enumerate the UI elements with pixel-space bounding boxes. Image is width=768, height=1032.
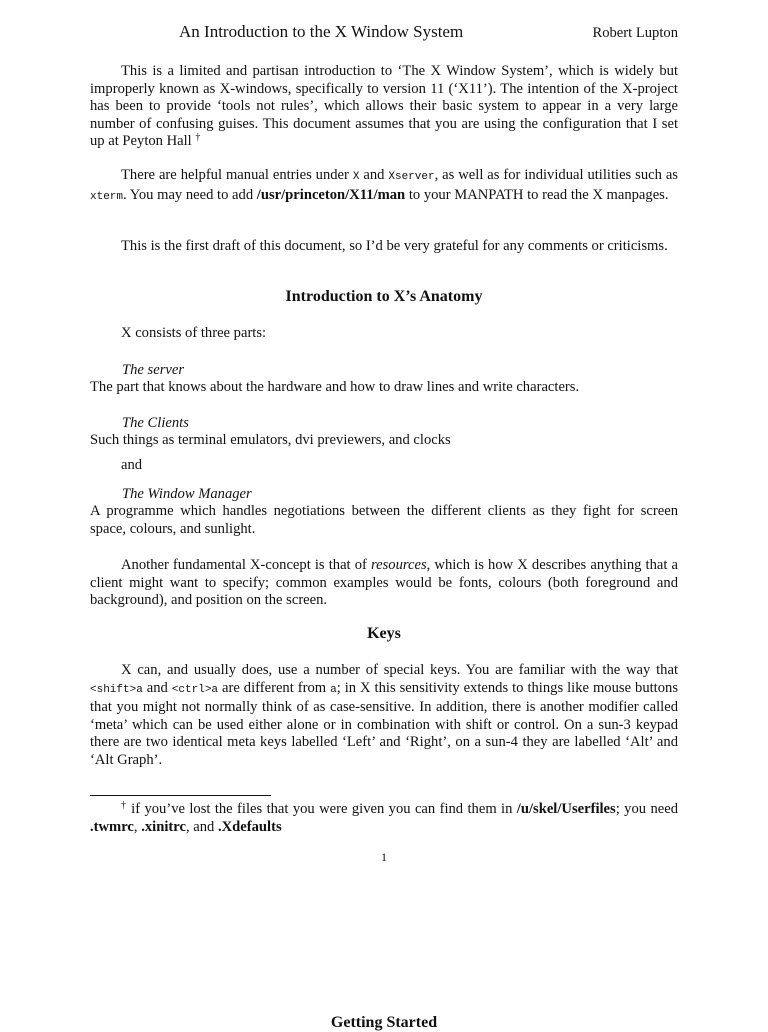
definition-window-manager: A programme which handles negotiations between the different clients as they fight for screen space, colours, and sunlight. bbox=[90, 503, 678, 537]
intro-paragraph-2: There are helpful manual entries under X and Xserver, as well as for individual utilities such as xterm. You may need to add /usr/princeton/X11/man to your MANPATH to read the X manpages. bbox=[90, 167, 678, 203]
term-server: The server bbox=[122, 362, 185, 378]
document-title: An Introduction to the X Window System bbox=[179, 22, 464, 41]
footnote-dagger: † bbox=[121, 800, 127, 811]
footnote: † if you’ve lost the files that you were given you can find them in /u/skel/Userfiles; you need .twmrc, .xinitrc, and .Xdefaults bbox=[90, 800, 678, 835]
command-name: xterm bbox=[90, 190, 124, 203]
resources-paragraph: Another fundamental X-concept is that of resources, which is how X describes anything that a client might want to specify; common examples would be fonts, colours (both foreground and background), and position on the screen. bbox=[90, 557, 678, 608]
file-path: /usr/princeton/X11/man bbox=[256, 186, 406, 203]
intro-paragraph-3: This is the first draft of this document, so I’d be very grateful for any comments or criticisms. bbox=[121, 238, 668, 254]
command-name: X bbox=[352, 171, 360, 183]
dotfile-name: .twmrc bbox=[90, 818, 134, 835]
key-combo: a bbox=[330, 683, 337, 696]
section-heading-anatomy: Introduction to X’s Anatomy bbox=[285, 288, 483, 305]
next-section-heading: Getting Started bbox=[330, 1014, 438, 1031]
intro-paragraph-1: This is a limited and partisan introduction to ‘The X Window System’, which is widely but improperly known as X-windows, specifically to version 11 (‘X11’). The intention of the X-project has been to provide ‘tools not rules’, which allows their basic system to appear in a very large number of confusing guises. This document assumes that you are using the configuration that I set up at Peyton Hall † bbox=[90, 63, 678, 149]
command-name: Xserver bbox=[388, 171, 435, 183]
key-combo: <shift>a bbox=[90, 683, 143, 696]
dotfile-name: .xinitrc bbox=[141, 818, 186, 835]
dotfile-name: .Xdefaults bbox=[217, 818, 282, 835]
keys-paragraph: X can, and usually does, use a number of special keys. You are familiar with the way that <shift>a and <ctrl>a are different from a; in X this sensitivity extends to things like mouse buttons that you might not normally think of as case-sensitive. In addition, there is another modifier called ‘meta’ which can be used either alone or in combination with shift or control. On a sun-3 keypad there are two identical meta keys labelled ‘Left’ and ‘Right’, on a sun-4 they are labelled ‘Alt’ and ‘Alt Graph’. bbox=[90, 662, 679, 768]
term-window-manager: The Window Manager bbox=[122, 486, 252, 502]
anatomy-lead: X consists of three parts: bbox=[121, 325, 267, 341]
conjunction-and: and bbox=[121, 457, 143, 473]
section-heading-keys: Keys bbox=[367, 625, 401, 642]
author-name: Robert Lupton bbox=[592, 25, 678, 41]
footnote-marker[interactable]: † bbox=[195, 132, 201, 143]
key-combo: <ctrl>a bbox=[171, 683, 219, 696]
term-clients: The Clients bbox=[122, 415, 189, 431]
page-number: 1 bbox=[381, 850, 387, 864]
document-page bbox=[90, 0, 679, 1031]
definition-clients: Such things as terminal emulators, dvi previewers, and clocks bbox=[90, 432, 451, 448]
emphasis-resources: resources bbox=[370, 557, 427, 573]
file-path: /u/skel/Userfiles bbox=[516, 801, 616, 817]
footnote-rule bbox=[90, 795, 271, 796]
definition-server: The part that knows about the hardware and how to draw lines and write characters. bbox=[90, 379, 580, 395]
